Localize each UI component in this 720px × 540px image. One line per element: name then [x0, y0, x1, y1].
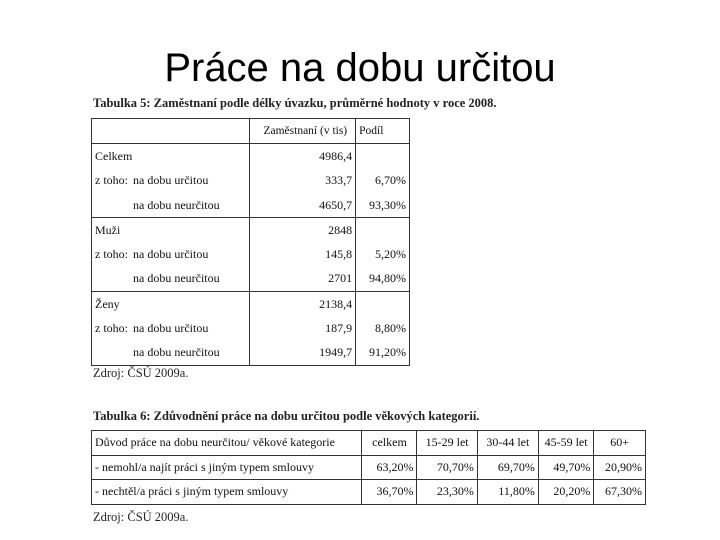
value-cell: 63,20%	[362, 455, 417, 480]
row-label: na dobu neurčitou	[92, 341, 250, 366]
row-value: 187,9	[250, 316, 356, 340]
reasons-table	[91, 430, 646, 505]
table6-caption: Tabulka 6: Zdůvodnění práce na dobu určitou podle věkových kategorií.	[93, 409, 480, 423]
row-share: 6,70%	[375, 173, 406, 188]
row-value: 1949,7	[250, 341, 356, 366]
table-row	[92, 218, 410, 243]
row-label: na dobu neurčitou	[92, 267, 250, 292]
table6-source: Zdroj: ČSÚ 2009a.	[93, 510, 189, 524]
group-total: 2848	[250, 218, 356, 243]
slide-title: Práce na dobu určitou	[164, 46, 556, 90]
value-cell: 49,70%	[538, 455, 594, 480]
group-total: 2138,4	[250, 292, 356, 317]
row-value: 2701	[250, 267, 356, 292]
value-cell: 69,70%	[477, 455, 538, 480]
header-cell: celkem	[362, 431, 417, 456]
group-label: Muži	[92, 218, 250, 243]
row-label: - nemohl/a najít práci s jiným typem smlouvy	[92, 455, 362, 480]
row-value: 145,8	[250, 242, 356, 266]
row-label: - nechtěl/a práci s jiným typem smlouvy	[92, 480, 362, 505]
table-row	[92, 144, 410, 169]
value-cell: 20,20%	[538, 480, 594, 505]
row-share: 93,30%	[369, 197, 406, 212]
row-share: 8,80%	[375, 321, 406, 336]
row-label: na dobu určitou	[133, 247, 209, 262]
row-value: 333,7	[250, 169, 356, 193]
header-cell: 30-44 let	[477, 431, 538, 456]
table5-source: Zdroj: ČSÚ 2009a.	[93, 366, 189, 380]
row-prefix: z toho:	[95, 321, 128, 336]
table-row	[92, 169, 410, 193]
value-cell: 23,30%	[417, 480, 477, 505]
row-value: 4650,7	[250, 193, 356, 218]
group-label: Ženy	[92, 292, 250, 317]
group-label: Celkem	[92, 144, 250, 169]
header-cell: 45-59 let	[538, 431, 594, 456]
table-row	[92, 341, 410, 366]
value-cell: 67,30%	[594, 480, 646, 505]
header-cell: Podíl	[356, 119, 410, 144]
header-cell	[92, 119, 250, 144]
row-prefix: z toho:	[95, 247, 128, 262]
table5-caption: Tabulka 5: Zaměstnaní podle délky úvazku, průměrné hodnoty v roce 2008.	[93, 96, 497, 110]
row-label: na dobu určitou	[133, 321, 209, 336]
table-row	[92, 267, 410, 292]
header-cell: Důvod práce na dobu neurčitou/ věkové kategorie	[92, 431, 362, 456]
table-row	[92, 480, 646, 505]
row-share: 91,20%	[369, 345, 406, 360]
table-row	[92, 316, 410, 340]
table-header-row	[92, 119, 410, 144]
header-cell: Zaměstnaní (v tis)	[250, 119, 356, 144]
group-total: 4986,4	[250, 144, 356, 169]
row-label: na dobu určitou	[133, 173, 209, 188]
employment-table	[91, 118, 410, 366]
row-label: na dobu neurčitou	[92, 193, 250, 218]
value-cell: 36,70%	[362, 480, 417, 505]
row-share: 94,80%	[369, 271, 406, 286]
value-cell: 11,80%	[477, 480, 538, 505]
value-cell: 70,70%	[417, 455, 477, 480]
header-cell: 15-29 let	[417, 431, 477, 456]
table-row	[92, 455, 646, 480]
table-row	[92, 193, 410, 218]
header-cell: 60+	[594, 431, 646, 456]
value-cell: 20,90%	[594, 455, 646, 480]
row-share: 5,20%	[375, 247, 406, 262]
table-row	[92, 242, 410, 266]
table-header-row	[92, 431, 646, 456]
row-prefix: z toho:	[95, 173, 128, 188]
table-row	[92, 292, 410, 317]
